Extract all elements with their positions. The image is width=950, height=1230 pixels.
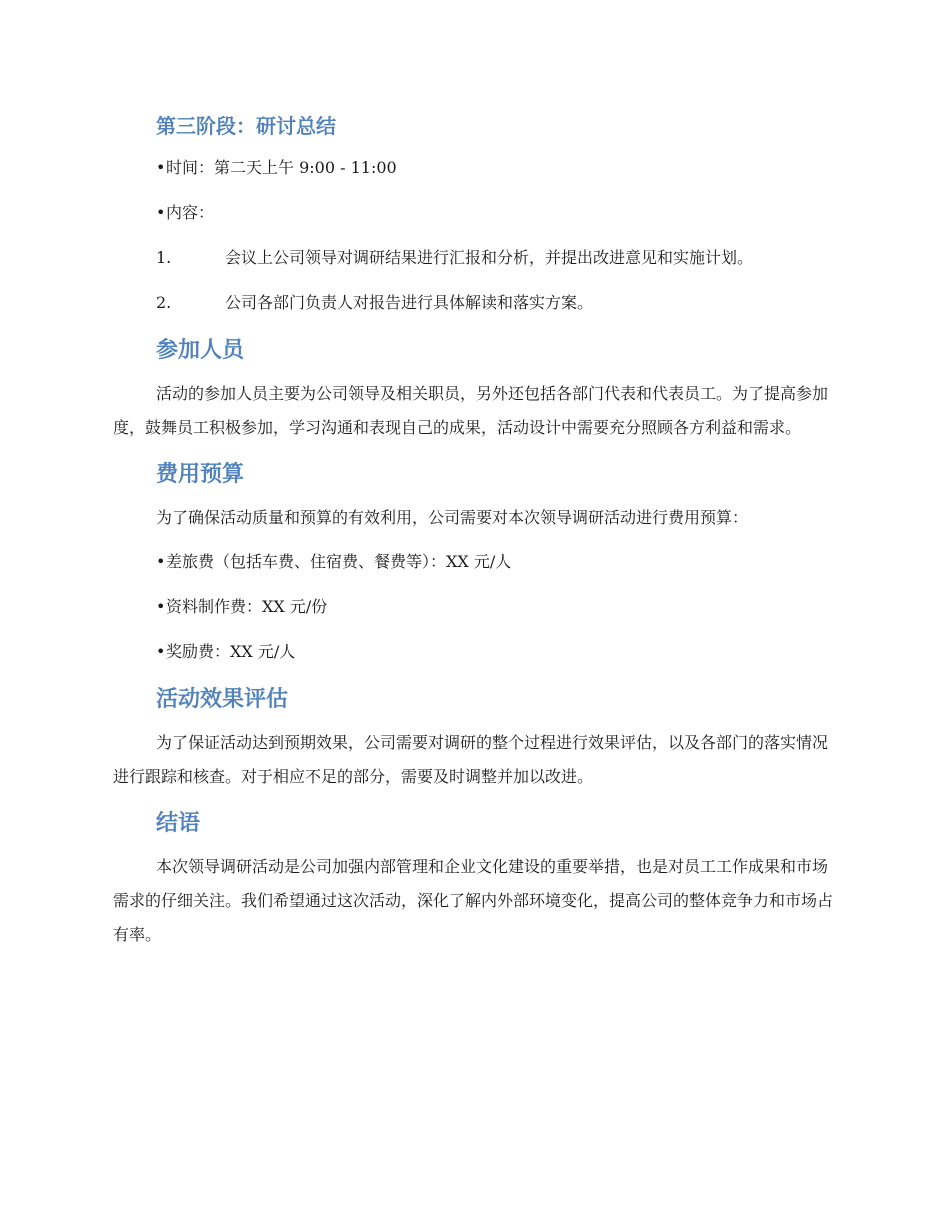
- budget-item-text: 奖励费：XX 元/人: [166, 642, 296, 661]
- item-text: 会议上公司领导对调研结果进行汇报和分析，并提出改进意见和实施计划。: [225, 248, 754, 267]
- budget-heading: 费用预算: [156, 462, 245, 487]
- conclusion-heading: 结语: [156, 811, 201, 836]
- budget-item-text: 资料制作费：XX 元/份: [166, 597, 328, 616]
- evaluation-paragraph: 为了保证活动达到预期效果，公司需要对调研的整个过程进行效果评估，以及各部门的落实情况进行跟踪和核查。对于相应不足的部分，需要及时调整并加以改进。: [113, 733, 829, 786]
- bullet-marker: •: [156, 642, 166, 661]
- bullet-marker: •: [156, 552, 166, 571]
- bullet-marker: •: [156, 203, 166, 222]
- participants-heading: 参加人员: [156, 338, 245, 363]
- participants-paragraph: 活动的参加人员主要为公司领导及相关职员，另外还包括各部门代表和代表员工。为了提高参加度，鼓舞员工积极参加，学习沟通和表现自己的成果，活动设计中需要充分照顾各方利益和需求。: [113, 384, 829, 437]
- bullet-marker: •: [156, 597, 166, 616]
- evaluation-heading: 活动效果评估: [156, 687, 289, 712]
- conclusion-paragraph: 本次领导调研活动是公司加强内部管理和企业文化建设的重要举措，也是对员工工作成果和市场需求的仔细关注。我们希望通过这次活动，深化了解内外部环境变化，提高公司的整体竞争力和市场占有率。: [113, 857, 834, 944]
- item-number: 1.: [156, 248, 172, 267]
- bullet-marker: •: [156, 158, 166, 177]
- document-content: [113, 106, 843, 962]
- budget-paragraph: 为了确保活动质量和预算的有效利用，公司需要对本次领导调研活动进行费用预算：: [156, 508, 749, 527]
- numbered-item-1: [113, 241, 843, 275]
- time-bullet-item: [113, 151, 843, 185]
- item-number: 2.: [156, 293, 172, 312]
- numbered-item-2: [113, 286, 843, 320]
- time-text: 时间：第二天上午 9:00 - 11:00: [166, 158, 397, 177]
- content-label: 内容：: [166, 203, 215, 222]
- budget-item-text: 差旅费（包括车费、住宿费、餐费等）：XX 元/人: [166, 552, 512, 571]
- item-text: 公司各部门负责人对报告进行具体解读和落实方案。: [225, 293, 594, 312]
- budget-item-reward: [113, 635, 843, 669]
- budget-item-materials: [113, 590, 843, 624]
- budget-item-travel: [113, 545, 843, 579]
- stage3-heading: 第三阶段：研讨总结: [156, 114, 336, 138]
- content-bullet-item: [113, 196, 843, 230]
